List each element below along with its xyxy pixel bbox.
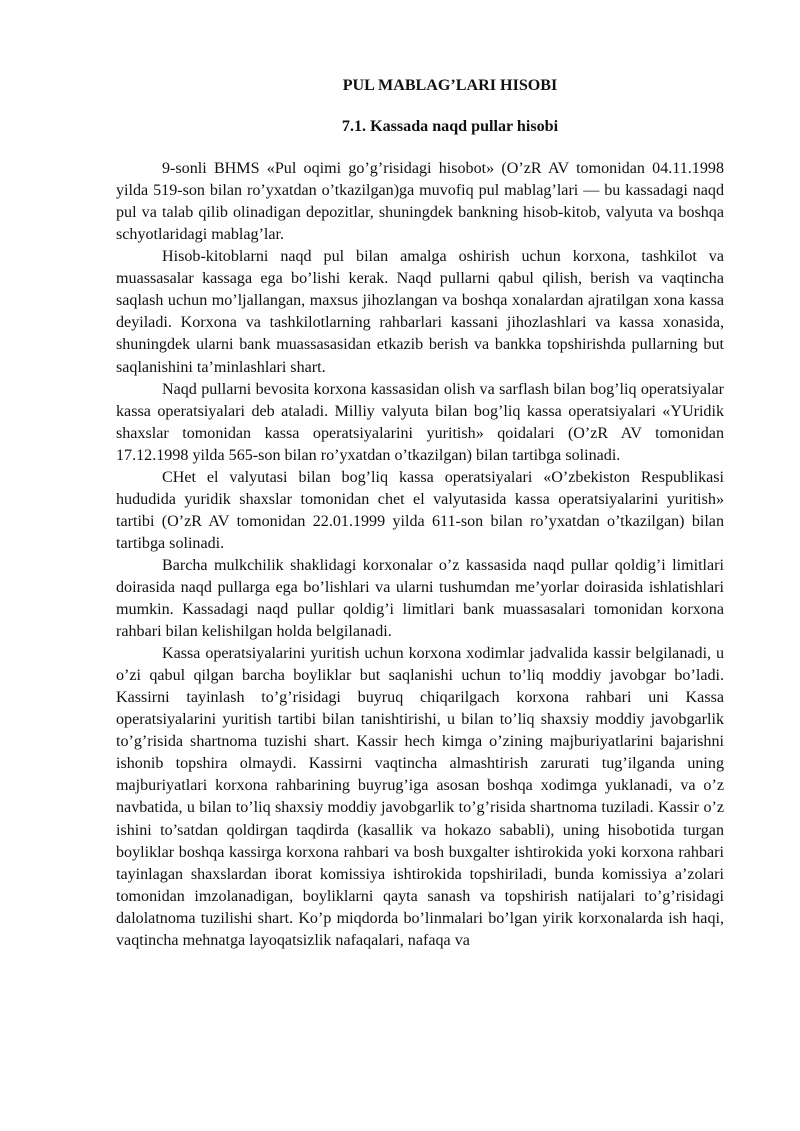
paragraph-1: 9-sonli BHMS «Pul oqimi go’g’risidagi hisobot» (O’zR AV tomonidan 04.11.1998 yilda 519-son bilan ro’yxatdan o’tkazilgan)ga muvofiq pul mablag’lari — bu kassadagi naqd pul va talab qilib olinadigan depozitlar, shuningdek bankning hisob-kitob, valyuta va boshqa schyotlaridagi mablag’lar.	[116, 160, 724, 244]
paragraph-6: Kassa operatsiyalarini yuritish uchun korxona xodimlar jadvalida kassir belgilanadi, u o’zi qabul qilgan barcha boyliklar but saqlanishi uchun to’liq moddiy javobgar bo’ladi. Kassirni tayinlash to’g’risidagi buyruq chiqarilgach korxona rahbari uni Kassa operatsiyalarini yuritish tartibi bilan tanishtirishi, u bilan to’liq shaxsiy moddiy javobgarlik to’g’risida shartnoma tuzishi shart. Kassir hech kimga o’zining majburiyatlarini bajarishni ishonib topshira olmaydi. Kassirni vaqtincha almashtirish zarurati tug’ilganda uning majburiyatlari korxona rahbarining buyrug’iga asosan boshqa xodimga yuklanadi, va o’z navbatida, u bilan to’liq shaxsiy moddiy javobgarlik to’g’risida shartnoma tuziladi. Kassir o’z ishini to’satdan qoldirgan taqdirda (kasallik va hokazo sababli), uning hisobotida turgan boyliklar boshqa kassirga korxona rahbari va bosh buxgalter ishtirokida yoki korxona rahbari tayinlagan shaxslardan iborat komissiya ishtirokida topshiriladi, bunda komissiya a’zolari tomonidan imzolanadigan, boyliklarni qayta sanash va topshirish natijalari to’g’risidagi dalolatnoma tuzilishi shart. Ko’p miqdorda bo’linmalari bo’lgan yirik korxonalarda ish haqi, vaqtincha mehnatga layoqatsizlik nafaqalari, nafaqa va	[116, 645, 724, 949]
paragraph-2: Hisob-kitoblarni naqd pul bilan amalga oshirish uchun korxona, tashkilot va muassasalar kassaga ega bo’lishi kerak. Naqd pullarni qabul qilish, berish va vaqtincha saqlash uchun mo’ljallangan, maxsus jihozlangan va boshqa xonalardan ajratilgan xona kassa deyiladi. Korxona va tashkilotlarning rahbarlari kassani jihozlashlari va kassa xonasida, shuningdek ularni bank muassasasidan etkazib berish va bankka topshirishda pullarning but saqlanishini ta’minlashlari shart.	[116, 248, 724, 376]
section-heading: 7.1. Kassada naqd pullar hisobi	[341, 118, 559, 136]
paragraph-4: CHet el valyutasi bilan bog’liq kassa operatsiyalari «O’zbekiston Respublikasi hududida yuridik shaxslar tomonidan chet el valyutasida kassa operatsiyalarini yuritish» tartibi (O’zR AV tomonidan 22.01.1999 yilda 611-son bilan ro’yxatdan o’tkazilgan) bilan tartibga solinadi.	[116, 468, 724, 552]
document-title: PUL MABLAG’LARI HISOBI	[342, 77, 558, 94]
paragraph-3: Naqd pullarni bevosita korxona kassasidan olish va sarflash bilan bog’liq operatsiyalar kassa operatsiyalari deb ataladi. Milliy valyuta bilan bog’liq kassa operatsiyalari «YUridik shaxslar tomonidan kassa operatsiyalarini yuritish» qoidalari (O’zR AV tomonidan 17.12.1998 yilda 565-son bilan ro’yxatdan o’tkazilgan) bilan tartibga solinadi.	[116, 380, 724, 464]
paragraph-5: Barcha mulkchilik shaklidagi korxonalar o’z kassasida naqd pullar qoldig’i limitlari doirasida naqd pullarga ega bo’lishlari va ularni tushumdan me’yorlar doirasida ishlatishlari mumkin. Kassadagi naqd pullar qoldig’i limitlari bank muassasalari tomonidan korxona rahbari bilan kelishilgan holda belgilanadi.	[116, 556, 724, 641]
document-page	[116, 75, 724, 952]
